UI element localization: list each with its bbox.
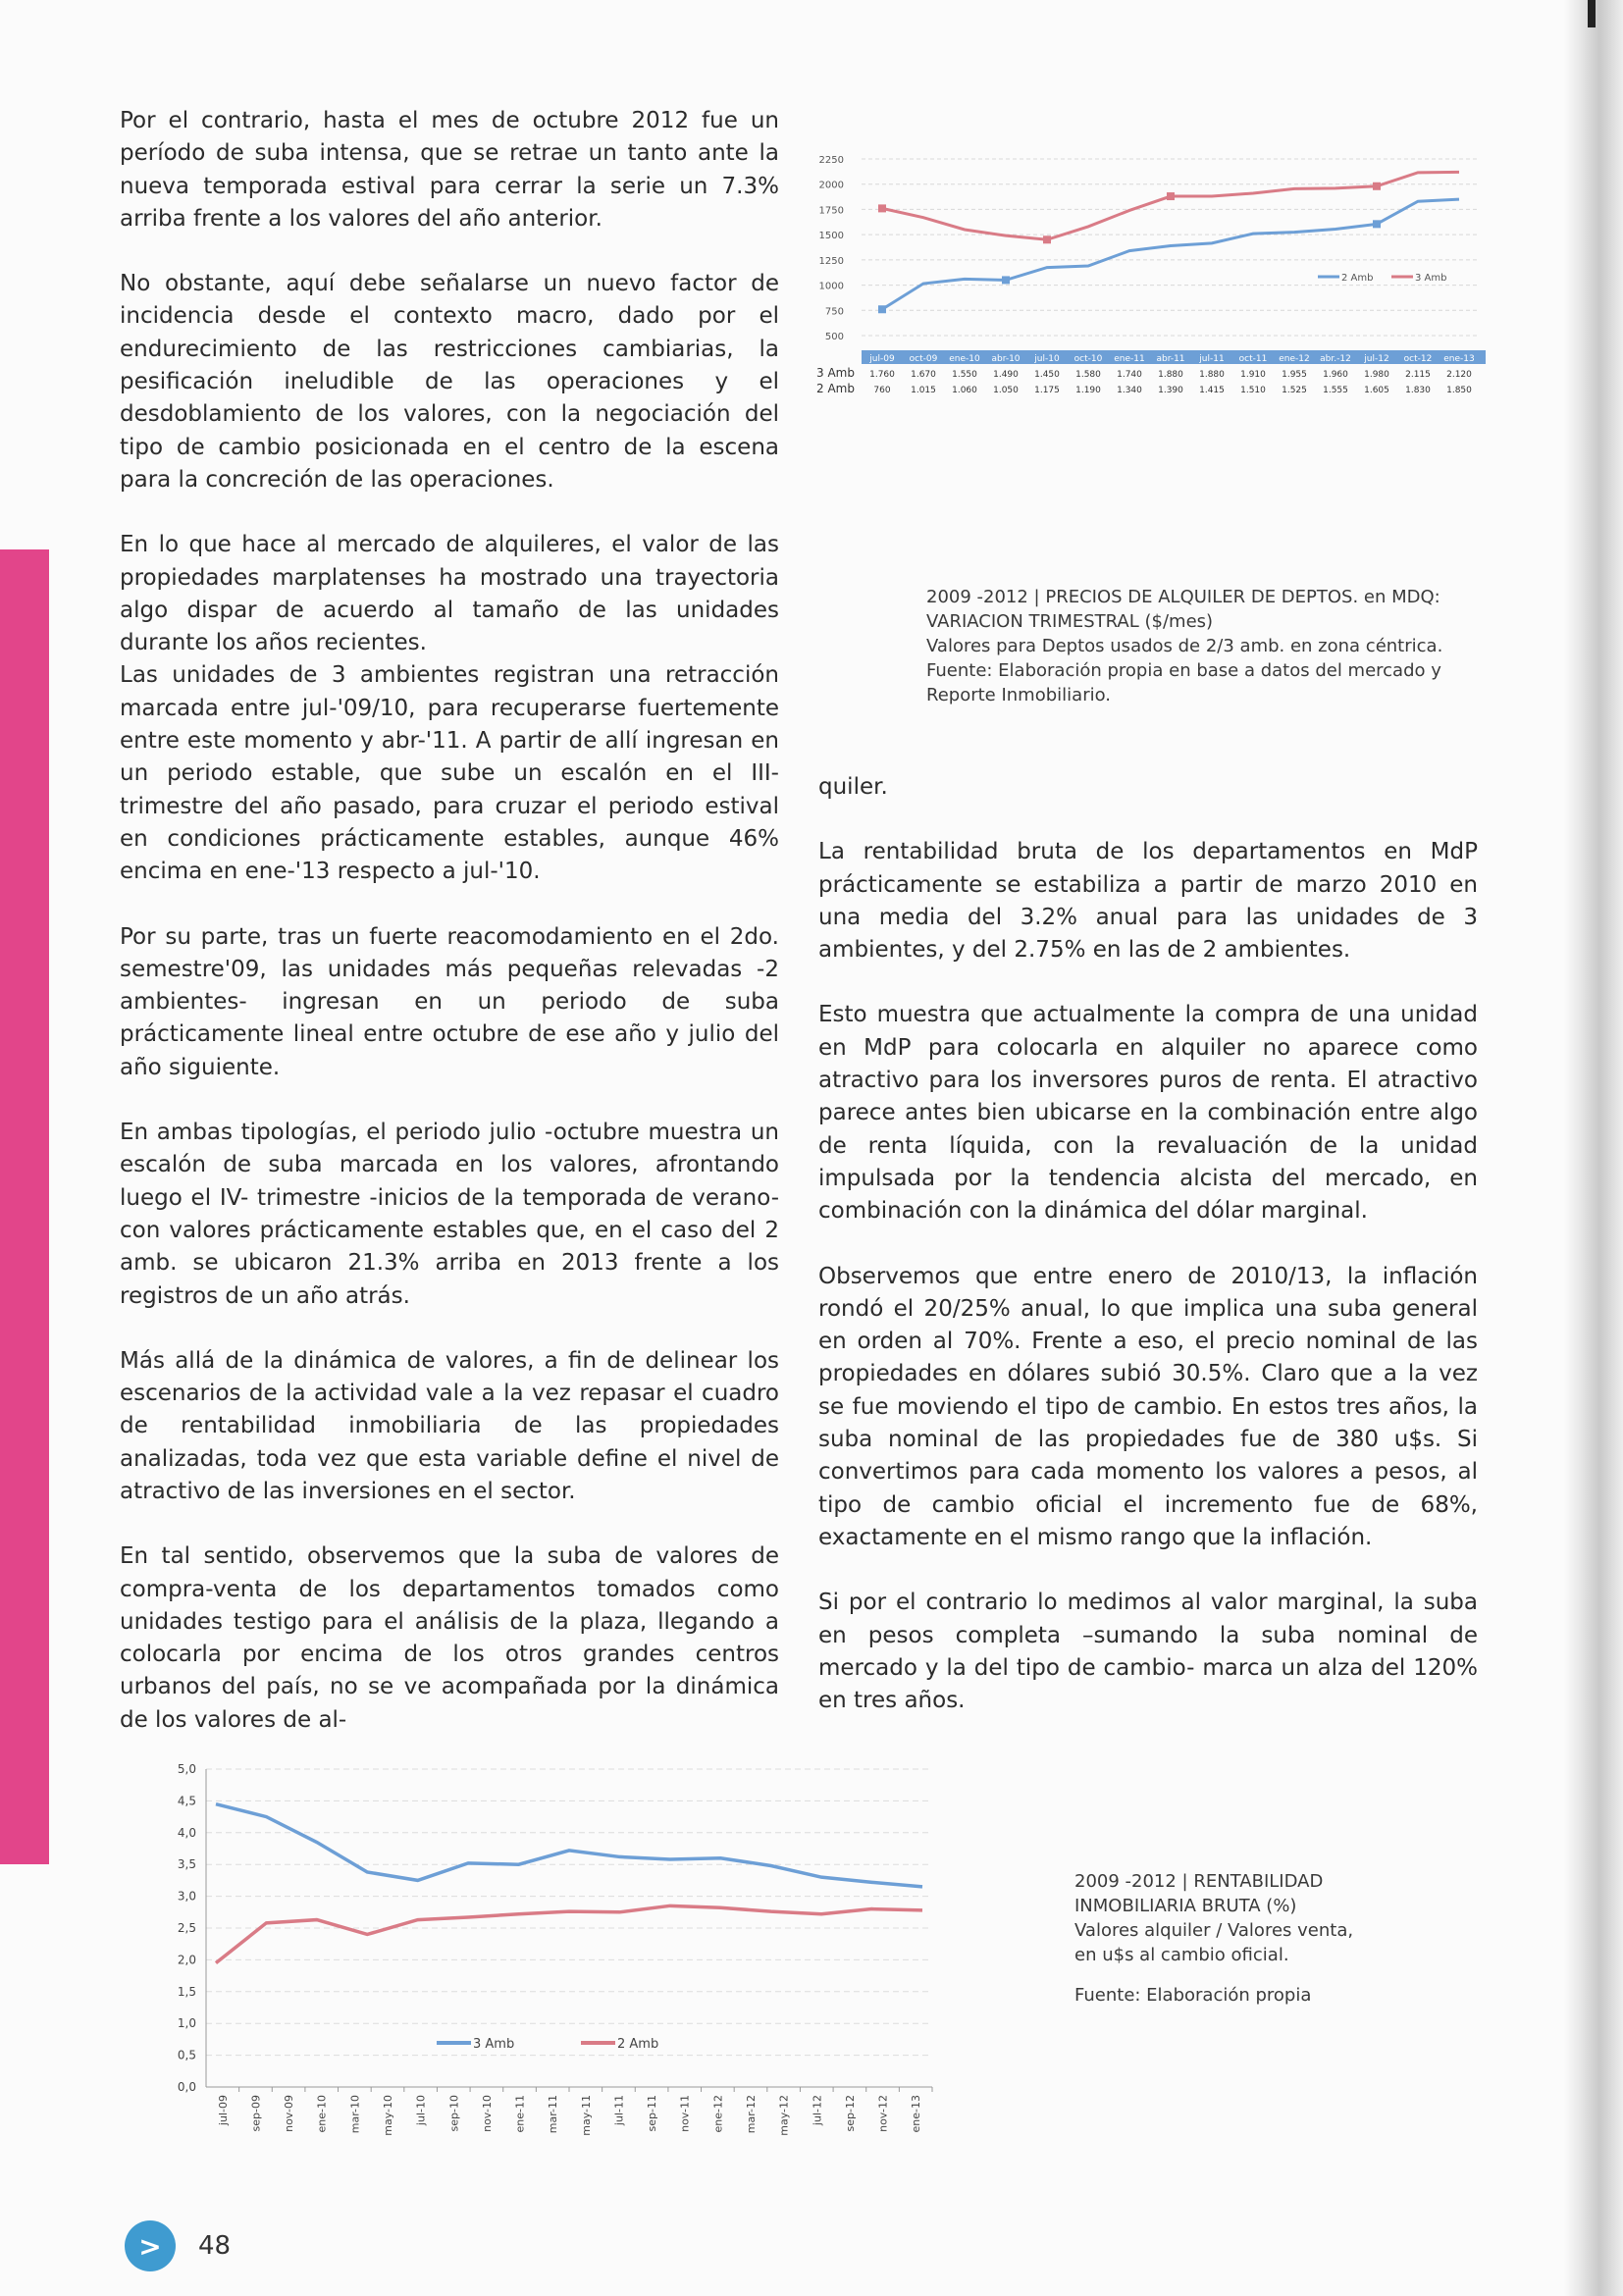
x-tick-label: may-10 bbox=[382, 2095, 394, 2136]
table-cell: 1.450 bbox=[1034, 370, 1060, 380]
x-tick-label: ene-11 bbox=[513, 2095, 527, 2133]
caption-subtitle: VARIACION TRIMESTRAL ($/mes) bbox=[926, 611, 1214, 632]
y-tick-label: 750 bbox=[824, 306, 844, 318]
table-cell: 1.390 bbox=[1158, 386, 1183, 395]
caption-line: Valores para Deptos usados de 2/3 amb. en zona céntrica. bbox=[926, 636, 1443, 656]
paragraph: En ambas tipologías, el periodo julio -octubre muestra un escalón de suba marcada en los valores, afrontando luego el IV- trimestre -inicios de la temporada de verano- con valores prácticamente estables que, en el caso del 2 amb. se ubicaron 21.3% arriba en 2013 frente a los registros de un año atrás. bbox=[120, 1120, 779, 1309]
table-cell: 1.960 bbox=[1323, 370, 1348, 380]
x-tick-label: oct-09 bbox=[909, 354, 938, 364]
left-text-column bbox=[120, 105, 779, 1769]
x-tick-label: jul-10 bbox=[414, 2095, 428, 2126]
paragraph: quiler. bbox=[818, 774, 888, 800]
x-tick-label: ene-12 bbox=[711, 2095, 725, 2133]
data-point bbox=[1002, 276, 1010, 284]
x-tick-label: may-12 bbox=[777, 2095, 791, 2136]
x-tick-label: jul-09 bbox=[216, 2095, 230, 2126]
table-cell: 1.605 bbox=[1364, 386, 1389, 395]
data-point bbox=[1167, 192, 1175, 200]
caption-line: en u$s al cambio oficial. bbox=[1074, 1945, 1289, 1965]
paragraph: No obstante, aquí debe señalarse un nuevo factor de incidencia desde el contexto macro, dado por el endurecimiento de las restricciones cambiarias, la pesificación ineludible de las operaciones y el desdoblamiento de los valores, con la negociación del tipo de cambio posicionada en el centro de la escena para la concreción de las operaciones. bbox=[120, 271, 779, 493]
table-cell: 1.490 bbox=[993, 370, 1019, 380]
x-tick-label: sep-10 bbox=[447, 2095, 461, 2132]
x-tick-label: ene-10 bbox=[949, 354, 980, 364]
y-tick-label: 3,5 bbox=[177, 1857, 196, 1872]
paragraph: Si por el contrario lo medimos al valor marginal, la suba en pesos completa –sumando la suba nominal de mercado y la del tipo de cambio- marca un alza del 120% en tres años. bbox=[818, 1590, 1478, 1714]
y-tick-label: 500 bbox=[824, 332, 844, 342]
x-tick-label: ene-10 bbox=[315, 2095, 329, 2133]
paragraph: En tal sentido, observemos que la suba de valores de compra-venta de los departamentos tomados como unidades testigo para el análisis de la plaza, llegando a colocarla por encima de los otros grandes centros urbanos del país, no se ve acompañada por la dinámica de los valores de al- bbox=[120, 1543, 779, 1733]
table-cell: 760 bbox=[873, 386, 891, 395]
legend-label: 3 Amb bbox=[473, 2037, 515, 2052]
x-tick-label: nov-10 bbox=[480, 2095, 494, 2132]
x-tick-label: jul-12 bbox=[811, 2095, 824, 2126]
paragraph: Las unidades de 3 ambientes registran una retracción marcada entre jul-'09/10, para recuperarse fuertemente entre este momento y abr-'11. A partir de allí ingresan en un periodo estable, que sube un escalón en el III-trimestre del año pasado, para cruzar el periodo estival en condiciones prácticamente estables, aunque 46% encima en ene-'13 respecto a jul-'10. bbox=[120, 662, 779, 885]
x-tick-label: sep-11 bbox=[646, 2095, 659, 2132]
y-tick-label: 5,0 bbox=[177, 1762, 196, 1776]
x-tick-label: ene-11 bbox=[1114, 354, 1145, 364]
x-tick-label: jul-09 bbox=[869, 354, 895, 364]
y-tick-label: 2000 bbox=[818, 180, 844, 191]
paragraph: Esto muestra que actualmente la compra de una unidad en MdP para colocarla en alquiler no aparece como atractivo para los inversores puros de renta. El atractivo parece antes bien ubicarse en la combinación entre algo de renta líquida, con la revaluación de la unidad impulsada por la tendencia alcista del mercado, en combinación con la dinámica del dólar marginal. bbox=[818, 1002, 1478, 1225]
data-point bbox=[1373, 220, 1381, 228]
caption-source: Fuente: Elaboración propia bbox=[1074, 1985, 1312, 2006]
legend-label: 2 Amb bbox=[617, 2037, 659, 2052]
table-cell: 1.955 bbox=[1282, 370, 1307, 380]
table-row-label: 3 Amb bbox=[816, 366, 855, 380]
table-cell: 1.415 bbox=[1199, 386, 1225, 395]
x-tick-label: jul-12 bbox=[1364, 354, 1389, 364]
paragraph: Observemos que entre enero de 2010/13, la inflación rondó el 20/25% anual, lo que implica una suba general en orden al 70%. Frente a eso, el precio nominal de las propiedades en dólares subió 30.5%. Claro que a la vez se fue moviendo el tipo de cambio. En estos tres años, la suba nominal de las propiedades fue de 380 u$s. Si convertimos para cada momento los valores a pesos, al tipo de cambio oficial el incremento fue de 68%, exactamente en el mismo rango que la inflación. bbox=[818, 1263, 1478, 1550]
data-point bbox=[878, 204, 886, 212]
x-tick-label: oct-10 bbox=[1073, 354, 1103, 364]
y-tick-label: 1000 bbox=[818, 281, 844, 292]
x-tick-label: ene-13 bbox=[910, 2095, 923, 2133]
x-tick-label: ene-12 bbox=[1279, 354, 1310, 364]
y-tick-label: 1,0 bbox=[177, 2016, 196, 2031]
x-tick-label: abr-10 bbox=[991, 354, 1021, 364]
x-tick-label: nov-09 bbox=[283, 2095, 296, 2132]
y-tick-label: 0,5 bbox=[177, 2048, 196, 2062]
series-line-3-amb bbox=[216, 1804, 922, 1887]
table-row-label: 2 Amb bbox=[816, 382, 855, 395]
x-tick-label: jul-11 bbox=[1199, 354, 1225, 364]
y-tick-label: 4,5 bbox=[177, 1794, 196, 1808]
x-tick-label: nov-12 bbox=[876, 2095, 890, 2132]
table-cell: 1.050 bbox=[993, 386, 1019, 395]
table-cell: 1.015 bbox=[911, 386, 936, 395]
x-tick-label: sep-12 bbox=[843, 2095, 857, 2132]
right-text-column bbox=[818, 771, 1478, 1749]
legend-label: 2 Amb bbox=[1341, 273, 1374, 284]
table-cell: 1.190 bbox=[1075, 386, 1101, 395]
y-tick-label: 1500 bbox=[818, 231, 844, 242]
x-tick-label: sep-09 bbox=[249, 2095, 263, 2132]
y-tick-label: 4,0 bbox=[177, 1825, 196, 1840]
rent-price-chart bbox=[812, 137, 1488, 559]
data-point bbox=[1373, 183, 1381, 190]
table-cell: 1.880 bbox=[1158, 370, 1183, 380]
x-tick-label: nov-11 bbox=[678, 2095, 692, 2132]
x-tick-label: mar-12 bbox=[745, 2095, 758, 2134]
y-tick-label: 0,0 bbox=[177, 2080, 196, 2094]
table-cell: 1.060 bbox=[952, 386, 977, 395]
table-cell: 1.740 bbox=[1117, 370, 1142, 380]
data-point bbox=[878, 305, 886, 313]
paragraph: La rentabilidad bruta de los departamentos en MdP prácticamente se estabiliza a partir de marzo 2010 en una media del 3.2% anual para las unidades de 3 ambientes, y del 2.75% en las de 2 ambientes. bbox=[818, 839, 1478, 964]
yield-chart-caption bbox=[1074, 1869, 1398, 2008]
x-tick-label: ene-13 bbox=[1443, 354, 1475, 364]
y-tick-label: 1750 bbox=[818, 205, 844, 217]
x-tick-label: may-11 bbox=[579, 2095, 593, 2136]
x-tick-label: mar-10 bbox=[348, 2095, 362, 2134]
table-cell: 1.670 bbox=[911, 370, 936, 380]
page-arrow-badge bbox=[125, 2220, 176, 2271]
table-cell: 1.880 bbox=[1199, 370, 1225, 380]
paragraph: En lo que hace al mercado de alquileres, el valor de las propiedades marplatenses ha mostrado una trayectoria algo dispar de acuerdo al tamaño de las unidades durante los años recientes. bbox=[120, 532, 779, 656]
page-gutter-shadow bbox=[1564, 0, 1623, 2296]
y-tick-label: 2,5 bbox=[177, 1921, 196, 1935]
page-gutter-edge bbox=[1588, 0, 1596, 27]
table-cell: 1.760 bbox=[869, 370, 895, 380]
table-cell: 1.830 bbox=[1405, 386, 1431, 395]
series-line-2-amb bbox=[882, 199, 1459, 309]
pink-side-strip bbox=[0, 549, 49, 1864]
legend-label: 3 Amb bbox=[1415, 273, 1447, 284]
caption-subtitle: INMOBILIARIA BRUTA (%) bbox=[1074, 1896, 1297, 1916]
y-tick-label: 1250 bbox=[818, 255, 844, 267]
paragraph: Más allá de la dinámica de valores, a fin de delinear los escenarios de la actividad vale a la vez repasar el cuadro de rentabilidad inmobiliaria de las propiedades analizadas, toda vez que esta variable define el nivel de atractivo de las inversiones en el sector. bbox=[120, 1347, 779, 1504]
arrow-icon: > bbox=[138, 2229, 162, 2263]
caption-line: Reporte Inmobiliario. bbox=[926, 685, 1112, 705]
table-cell: 1.555 bbox=[1323, 386, 1348, 395]
paragraph: Por su parte, tras un fuerte reacomodamiento en el 2do. semestre'09, las unidades más pequeñas relevadas -2 ambientes- ingresan en un periodo de suba prácticamente lineal entre octubre de ese año y julio del año siguiente. bbox=[120, 923, 779, 1080]
data-point bbox=[1043, 235, 1051, 243]
table-cell: 2.115 bbox=[1405, 370, 1431, 380]
series-line-3-amb bbox=[882, 172, 1459, 239]
table-cell: 1.580 bbox=[1075, 370, 1101, 380]
x-tick-label: oct-12 bbox=[1403, 354, 1433, 364]
x-tick-label: mar-11 bbox=[547, 2095, 560, 2134]
y-tick-label: 1,5 bbox=[177, 1984, 196, 1999]
y-tick-label: 2250 bbox=[818, 155, 844, 166]
table-cell: 1.525 bbox=[1282, 386, 1307, 395]
rent-chart-caption bbox=[926, 585, 1476, 707]
x-tick-label: jul-11 bbox=[612, 2095, 626, 2126]
paragraph: Por el contrario, hasta el mes de octubre 2012 fue un período de suba intensa, que se retrae un tanto ante la nueva temporada estival para cerrar la serie un 7.3% arriba frente a los valores del año anterior. bbox=[120, 108, 779, 232]
x-tick-label: abr.-12 bbox=[1320, 354, 1351, 364]
series-line-2-amb bbox=[216, 1905, 922, 1962]
yield-chart bbox=[157, 1756, 952, 2168]
page-number: 48 bbox=[198, 2231, 232, 2261]
table-cell: 1.980 bbox=[1364, 370, 1389, 380]
x-tick-label: oct-11 bbox=[1238, 354, 1268, 364]
table-cell: 1.850 bbox=[1446, 386, 1472, 395]
table-cell: 2.120 bbox=[1446, 370, 1472, 380]
x-tick-label: abr-11 bbox=[1156, 354, 1185, 364]
caption-line: Fuente: Elaboración propia en base a datos del mercado y bbox=[926, 660, 1441, 681]
table-cell: 1.550 bbox=[952, 370, 977, 380]
table-cell: 1.340 bbox=[1117, 386, 1142, 395]
caption-line: Valores alquiler / Valores venta, bbox=[1074, 1920, 1354, 1941]
y-tick-label: 2,0 bbox=[177, 1953, 196, 1967]
caption-title: 2009 -2012 | PRECIOS DE ALQUILER DE DEPTOS. en MDQ: bbox=[926, 587, 1440, 607]
table-cell: 1.910 bbox=[1240, 370, 1266, 380]
table-cell: 1.175 bbox=[1034, 386, 1060, 395]
caption-title: 2009 -2012 | RENTABILIDAD bbox=[1074, 1871, 1324, 1892]
table-cell: 1.510 bbox=[1240, 386, 1266, 395]
x-tick-label: jul-10 bbox=[1034, 354, 1060, 364]
y-tick-label: 3,0 bbox=[177, 1889, 196, 1904]
